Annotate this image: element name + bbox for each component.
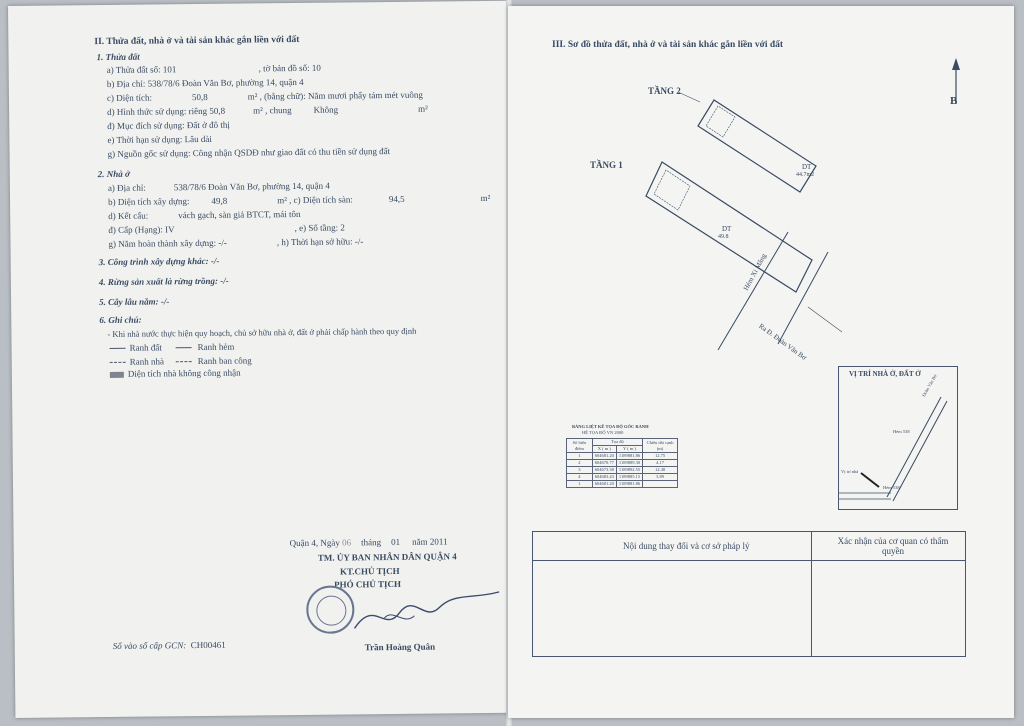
changes-title: Nội dung thay đổi và cơ sở pháp lý	[623, 541, 750, 551]
legend-house-line	[110, 362, 126, 363]
coord-table-title: BẢNG LIỆT KÊ TỌA ĐỘ GÓC RANH	[572, 424, 649, 429]
other-works: 3. Công trình xây dựng khác: -/-	[98, 255, 220, 268]
loc-alley2: Hẻm 538	[883, 485, 900, 490]
legend-house: Ranh nhà	[129, 356, 165, 367]
legend-land: Ranh đất	[129, 342, 162, 353]
changes-table	[532, 531, 966, 657]
forest-row: 4. Rừng sản xuất là rừng trồng: -/-	[98, 275, 229, 288]
section3-title: III. Sơ đồ thửa đất, nhà ở và tài sản khác gắn liền với đất	[552, 40, 784, 50]
coord-table-subtitle: HỆ TỌA ĐỘ VN 2000	[582, 430, 624, 435]
structure-row: d) Kết cấu: vách gạch, sàn giả BTCT, mái tôn	[108, 208, 301, 221]
street-label: Ra Đ. Đoàn Văn Bơ	[757, 322, 808, 362]
signature-icon	[344, 587, 504, 637]
alley-label: Hẻm Xi Măng	[742, 252, 769, 292]
origin-row: g) Nguồn gốc sử dụng: Công nhận QSDĐ như giao đất có thu tiền sử dụng đất	[107, 146, 391, 159]
table-row: 1 604681.20 1189881.86 12.75	[567, 453, 678, 460]
note-1: - Khi nhà nước thực hiện quy hoạch, chủ sở hữu nhà ở, đất ở phải chấp hành theo quy định	[107, 325, 417, 339]
dt2-value: 44.7m2	[796, 172, 815, 178]
table-row: 4 604683.43 1189885.15 3.89	[567, 474, 678, 481]
col-y: Y ( m )	[616, 446, 642, 453]
house-title: 2. Nhà ở	[97, 168, 130, 180]
floor2-label: TẦNG 2	[648, 86, 681, 96]
floor1-label: TẦNG 1	[590, 160, 623, 170]
legend-unrecognized: Diện tích nhà không công nhận	[127, 367, 241, 379]
dt1-value: 49.8	[718, 234, 729, 240]
table-row: 1 604681.20 1189881.86	[567, 481, 678, 488]
dt2-label: DT	[802, 163, 812, 171]
dt1-label: DT	[722, 225, 732, 233]
authority-2: KT.CHỦ TỊCH	[339, 565, 400, 577]
area-row: c) Diện tích: 50,8 m² , (bằng chữ): Năm mươi phẩy tám mét vuông	[106, 89, 423, 103]
north-label: B	[950, 95, 958, 107]
registry-row: Số vào sổ cấp GCN: CH00461	[112, 639, 226, 651]
legend-alley-line	[176, 347, 192, 348]
section2-title: II. Thửa đất, nhà ở và tài sản khác gắn liền với đất	[94, 34, 300, 48]
confirm-title: Xác nhận của cơ quan có thẩm quyền	[837, 536, 949, 556]
table-row: 3 604673.38 1189892.55 12.48	[567, 467, 678, 474]
loc-house-label: Vị trí nhà	[841, 469, 859, 474]
notes-title: 6. Ghi chú:	[99, 314, 142, 326]
parcel-row: a) Thửa đất số: 101 , tờ bản đồ số: 10	[106, 62, 321, 75]
col-length: Chiều dài cạnh (m)	[643, 439, 678, 453]
loc-alley1: Hẻm 538	[893, 429, 910, 434]
purpose-row: đ) Mục đích sử dụng: Đất ở đô thị	[107, 119, 230, 131]
location-title: VỊ TRÍ NHÀ Ở, ĐẤT Ở	[849, 370, 921, 378]
authority-1: TM. ỦY BAN NHÂN DÂN QUẬN 4	[317, 551, 457, 563]
use-form-row: d) Hình thức sử dụng: riêng 50,8 m² , chung Không m²	[107, 103, 428, 117]
legend-unrecognized-swatch	[110, 372, 124, 378]
col-x: X ( m )	[592, 446, 616, 453]
loc-street: Đoàn Văn Bơ	[921, 373, 938, 398]
grade-row: đ) Cấp (Hạng): IV , e) Số tầng: 2	[108, 222, 345, 235]
certificate-left-page	[8, 1, 515, 718]
legend-balcony-line	[176, 361, 192, 362]
legend-alley: Ranh hẻm	[197, 341, 235, 353]
floor-plan-sketch	[628, 82, 858, 352]
year-row: g) Năm hoàn thành xây dựng: -/- , h) Thời hạn sở hữu: -/-	[108, 236, 364, 249]
term-row: e) Thời hạn sử dụng: Lâu dài	[107, 133, 212, 145]
address-row: b) Địa chỉ: 538/78/6 Đoàn Văn Bơ, phường 14, quận 4	[106, 76, 304, 89]
col-coord: Tọa độ	[592, 439, 642, 446]
legend-land-line	[110, 348, 126, 349]
sign-date-row: Quận 4, Ngày 06 tháng 01 năm 2011	[289, 536, 448, 549]
legend-balcony: Ranh ban công	[197, 355, 252, 367]
built-area-row: b) Diện tích xây dựng: 49,8 m² , c) Diện tích sàn: 94,5 m²	[108, 192, 491, 207]
table-row: 2 604670.77 1189889.30 4.17	[567, 460, 678, 467]
location-box	[838, 366, 958, 510]
land-title: 1. Thửa đất	[96, 51, 140, 63]
perennial-row: 5. Cây lâu năm: -/-	[99, 296, 170, 308]
signer-name: Trần Hoàng Quân	[364, 641, 436, 653]
col-point: Số hiệu điểm	[567, 439, 593, 453]
house-address-row: a) Địa chỉ: 538/78/6 Đoàn Văn Bơ, phường 14, quận 4	[107, 180, 330, 193]
coord-table	[566, 438, 678, 488]
authority-3: PHÓ CHỦ TỊCH	[334, 578, 401, 590]
alley-right-edge	[778, 252, 828, 344]
certificate-right-page	[508, 6, 1014, 718]
